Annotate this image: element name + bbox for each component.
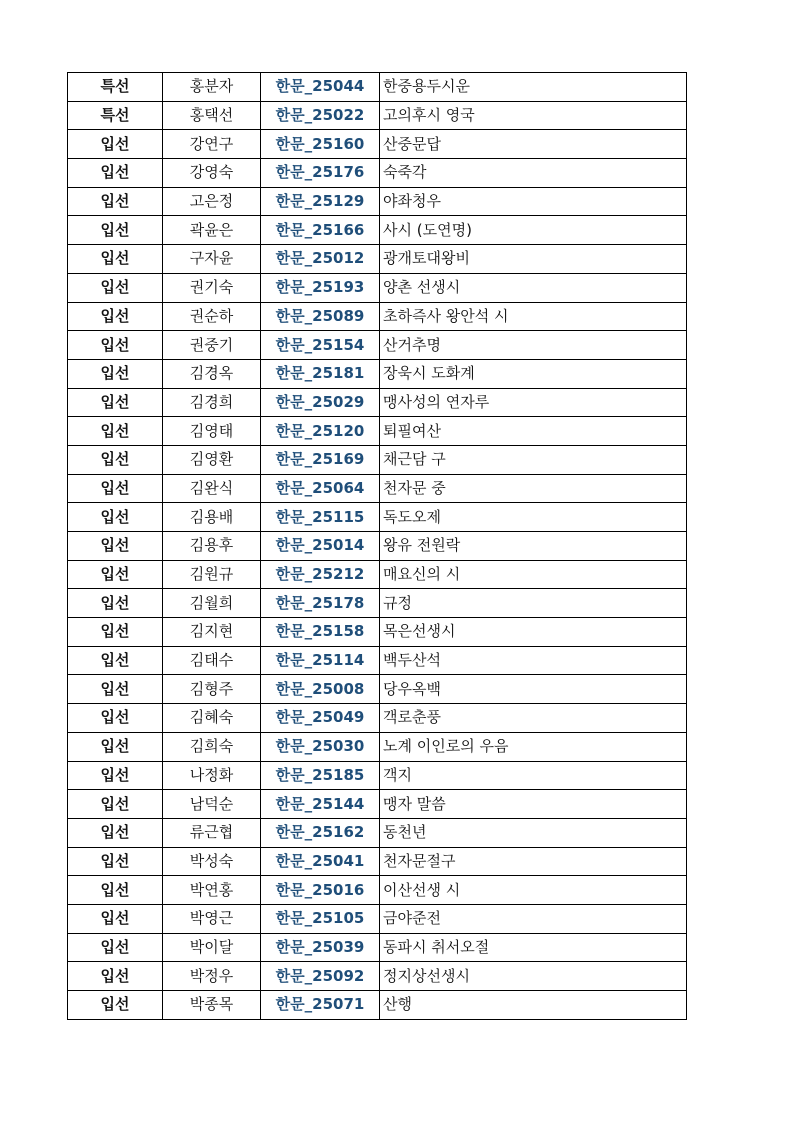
work-title-cell: 동천년 bbox=[380, 818, 687, 847]
work-title-cell: 노계 이인로의 우음 bbox=[380, 732, 687, 761]
work-title-cell: 산거추명 bbox=[380, 331, 687, 360]
artist-name-cell: 김용배 bbox=[163, 503, 261, 532]
entry-code-cell: 한문_25193 bbox=[261, 273, 380, 302]
work-title-cell: 맹사성의 연자루 bbox=[380, 388, 687, 417]
entry-code-cell: 한문_25212 bbox=[261, 560, 380, 589]
table-row bbox=[68, 847, 687, 876]
artist-name-cell: 류근협 bbox=[163, 818, 261, 847]
entry-code-cell: 한문_25160 bbox=[261, 130, 380, 159]
artist-name-cell: 김경옥 bbox=[163, 359, 261, 388]
artist-name-cell: 나정화 bbox=[163, 761, 261, 790]
table-row bbox=[68, 331, 687, 360]
entry-code-cell: 한문_25185 bbox=[261, 761, 380, 790]
work-title-cell: 야좌청우 bbox=[380, 187, 687, 216]
award-cell: 입선 bbox=[68, 991, 163, 1020]
entry-code-cell: 한문_25181 bbox=[261, 359, 380, 388]
table-row bbox=[68, 904, 687, 933]
table-row bbox=[68, 302, 687, 331]
entry-code-cell: 한문_25012 bbox=[261, 245, 380, 274]
artist-name-cell: 곽윤은 bbox=[163, 216, 261, 245]
work-title-cell: 장욱시 도화계 bbox=[380, 359, 687, 388]
artist-name-cell: 강연구 bbox=[163, 130, 261, 159]
work-title-cell: 정지상선생시 bbox=[380, 962, 687, 991]
award-cell: 입선 bbox=[68, 761, 163, 790]
work-title-cell: 산행 bbox=[380, 991, 687, 1020]
work-title-cell: 퇴필여산 bbox=[380, 417, 687, 446]
work-title-cell: 이산선생 시 bbox=[380, 876, 687, 905]
entry-code-cell: 한문_25089 bbox=[261, 302, 380, 331]
award-cell: 입선 bbox=[68, 818, 163, 847]
table-row bbox=[68, 818, 687, 847]
table-row bbox=[68, 159, 687, 188]
table-row bbox=[68, 130, 687, 159]
artist-name-cell: 박영근 bbox=[163, 904, 261, 933]
work-title-cell: 사시 (도연명) bbox=[380, 216, 687, 245]
artist-name-cell: 권기숙 bbox=[163, 273, 261, 302]
award-cell: 입선 bbox=[68, 273, 163, 302]
work-title-cell: 규정 bbox=[380, 589, 687, 618]
work-title-cell: 양촌 선생시 bbox=[380, 273, 687, 302]
work-title-cell: 독도오제 bbox=[380, 503, 687, 532]
table-row bbox=[68, 417, 687, 446]
award-cell: 특선 bbox=[68, 73, 163, 102]
table-body bbox=[68, 73, 687, 1020]
table-row bbox=[68, 704, 687, 733]
entry-code-cell: 한문_25014 bbox=[261, 532, 380, 561]
artist-name-cell: 김형주 bbox=[163, 675, 261, 704]
work-title-cell: 맹자 말씀 bbox=[380, 790, 687, 819]
award-cell: 입선 bbox=[68, 503, 163, 532]
entry-code-cell: 한문_25169 bbox=[261, 445, 380, 474]
artist-name-cell: 김경희 bbox=[163, 388, 261, 417]
artist-name-cell: 홍분자 bbox=[163, 73, 261, 102]
entry-code-cell: 한문_25022 bbox=[261, 101, 380, 130]
work-title-cell: 한중용두시운 bbox=[380, 73, 687, 102]
artist-name-cell: 홍택선 bbox=[163, 101, 261, 130]
award-results-table bbox=[67, 72, 687, 1020]
award-cell: 입선 bbox=[68, 790, 163, 819]
artist-name-cell: 박성숙 bbox=[163, 847, 261, 876]
artist-name-cell: 고은정 bbox=[163, 187, 261, 216]
entry-code-cell: 한문_25030 bbox=[261, 732, 380, 761]
entry-code-cell: 한문_25144 bbox=[261, 790, 380, 819]
artist-name-cell: 김태수 bbox=[163, 646, 261, 675]
award-cell: 입선 bbox=[68, 159, 163, 188]
artist-name-cell: 김영환 bbox=[163, 445, 261, 474]
award-cell: 입선 bbox=[68, 445, 163, 474]
artist-name-cell: 권중기 bbox=[163, 331, 261, 360]
table-row bbox=[68, 646, 687, 675]
work-title-cell: 고의후시 영국 bbox=[380, 101, 687, 130]
work-title-cell: 목은선생시 bbox=[380, 618, 687, 647]
table-row bbox=[68, 589, 687, 618]
award-cell: 입선 bbox=[68, 962, 163, 991]
award-cell: 입선 bbox=[68, 904, 163, 933]
work-title-cell: 산중문답 bbox=[380, 130, 687, 159]
work-title-cell: 숙죽각 bbox=[380, 159, 687, 188]
entry-code-cell: 한문_25120 bbox=[261, 417, 380, 446]
entry-code-cell: 한문_25166 bbox=[261, 216, 380, 245]
work-title-cell: 광개토대왕비 bbox=[380, 245, 687, 274]
work-title-cell: 백두산석 bbox=[380, 646, 687, 675]
table-row bbox=[68, 962, 687, 991]
artist-name-cell: 김용후 bbox=[163, 532, 261, 561]
entry-code-cell: 한문_25008 bbox=[261, 675, 380, 704]
artist-name-cell: 박종목 bbox=[163, 991, 261, 1020]
artist-name-cell: 김혜숙 bbox=[163, 704, 261, 733]
table-row bbox=[68, 532, 687, 561]
award-cell: 입선 bbox=[68, 876, 163, 905]
work-title-cell: 채근담 구 bbox=[380, 445, 687, 474]
table-row bbox=[68, 216, 687, 245]
award-cell: 입선 bbox=[68, 245, 163, 274]
artist-name-cell: 구자윤 bbox=[163, 245, 261, 274]
table-row bbox=[68, 388, 687, 417]
table-row bbox=[68, 445, 687, 474]
entry-code-cell: 한문_25115 bbox=[261, 503, 380, 532]
table-row bbox=[68, 876, 687, 905]
work-title-cell: 객지 bbox=[380, 761, 687, 790]
award-cell: 입선 bbox=[68, 331, 163, 360]
artist-name-cell: 김영태 bbox=[163, 417, 261, 446]
entry-code-cell: 한문_25049 bbox=[261, 704, 380, 733]
award-cell: 입선 bbox=[68, 589, 163, 618]
table-row bbox=[68, 761, 687, 790]
artist-name-cell: 박연홍 bbox=[163, 876, 261, 905]
artist-name-cell: 박이달 bbox=[163, 933, 261, 962]
entry-code-cell: 한문_25064 bbox=[261, 474, 380, 503]
table-row bbox=[68, 474, 687, 503]
award-cell: 입선 bbox=[68, 417, 163, 446]
artist-name-cell: 김완식 bbox=[163, 474, 261, 503]
entry-code-cell: 한문_25029 bbox=[261, 388, 380, 417]
entry-code-cell: 한문_25162 bbox=[261, 818, 380, 847]
award-cell: 입선 bbox=[68, 933, 163, 962]
table-row bbox=[68, 560, 687, 589]
table-row bbox=[68, 359, 687, 388]
entry-code-cell: 한문_25105 bbox=[261, 904, 380, 933]
award-cell: 입선 bbox=[68, 359, 163, 388]
award-cell: 입선 bbox=[68, 302, 163, 331]
award-cell: 입선 bbox=[68, 704, 163, 733]
entry-code-cell: 한문_25039 bbox=[261, 933, 380, 962]
table-row bbox=[68, 991, 687, 1020]
entry-code-cell: 한문_25016 bbox=[261, 876, 380, 905]
work-title-cell: 당우옥백 bbox=[380, 675, 687, 704]
work-title-cell: 초하즉사 왕안석 시 bbox=[380, 302, 687, 331]
entry-code-cell: 한문_25154 bbox=[261, 331, 380, 360]
table-row bbox=[68, 101, 687, 130]
artist-name-cell: 김월희 bbox=[163, 589, 261, 618]
entry-code-cell: 한문_25071 bbox=[261, 991, 380, 1020]
table-row bbox=[68, 675, 687, 704]
award-cell: 입선 bbox=[68, 130, 163, 159]
work-title-cell: 금야준전 bbox=[380, 904, 687, 933]
table-row bbox=[68, 933, 687, 962]
award-cell: 입선 bbox=[68, 187, 163, 216]
artist-name-cell: 김지현 bbox=[163, 618, 261, 647]
award-cell: 입선 bbox=[68, 560, 163, 589]
work-title-cell: 객로춘풍 bbox=[380, 704, 687, 733]
work-title-cell: 왕유 전원락 bbox=[380, 532, 687, 561]
award-cell: 특선 bbox=[68, 101, 163, 130]
table-row bbox=[68, 503, 687, 532]
award-cell: 입선 bbox=[68, 388, 163, 417]
table-row bbox=[68, 187, 687, 216]
entry-code-cell: 한문_25092 bbox=[261, 962, 380, 991]
artist-name-cell: 김희숙 bbox=[163, 732, 261, 761]
table-row bbox=[68, 245, 687, 274]
entry-code-cell: 한문_25178 bbox=[261, 589, 380, 618]
artist-name-cell: 김원규 bbox=[163, 560, 261, 589]
entry-code-cell: 한문_25176 bbox=[261, 159, 380, 188]
entry-code-cell: 한문_25044 bbox=[261, 73, 380, 102]
table-row bbox=[68, 732, 687, 761]
table-row bbox=[68, 73, 687, 102]
entry-code-cell: 한문_25114 bbox=[261, 646, 380, 675]
table-row bbox=[68, 618, 687, 647]
award-cell: 입선 bbox=[68, 732, 163, 761]
work-title-cell: 천자문절구 bbox=[380, 847, 687, 876]
award-cell: 입선 bbox=[68, 474, 163, 503]
entry-code-cell: 한문_25041 bbox=[261, 847, 380, 876]
entry-code-cell: 한문_25158 bbox=[261, 618, 380, 647]
artist-name-cell: 남덕순 bbox=[163, 790, 261, 819]
award-cell: 입선 bbox=[68, 675, 163, 704]
work-title-cell: 동파시 취서오절 bbox=[380, 933, 687, 962]
award-cell: 입선 bbox=[68, 847, 163, 876]
award-cell: 입선 bbox=[68, 618, 163, 647]
work-title-cell: 천자문 중 bbox=[380, 474, 687, 503]
table-row bbox=[68, 790, 687, 819]
artist-name-cell: 박정우 bbox=[163, 962, 261, 991]
artist-name-cell: 권순하 bbox=[163, 302, 261, 331]
entry-code-cell: 한문_25129 bbox=[261, 187, 380, 216]
work-title-cell: 매요신의 시 bbox=[380, 560, 687, 589]
award-cell: 입선 bbox=[68, 646, 163, 675]
award-cell: 입선 bbox=[68, 532, 163, 561]
artist-name-cell: 강영숙 bbox=[163, 159, 261, 188]
table-row bbox=[68, 273, 687, 302]
award-cell: 입선 bbox=[68, 216, 163, 245]
